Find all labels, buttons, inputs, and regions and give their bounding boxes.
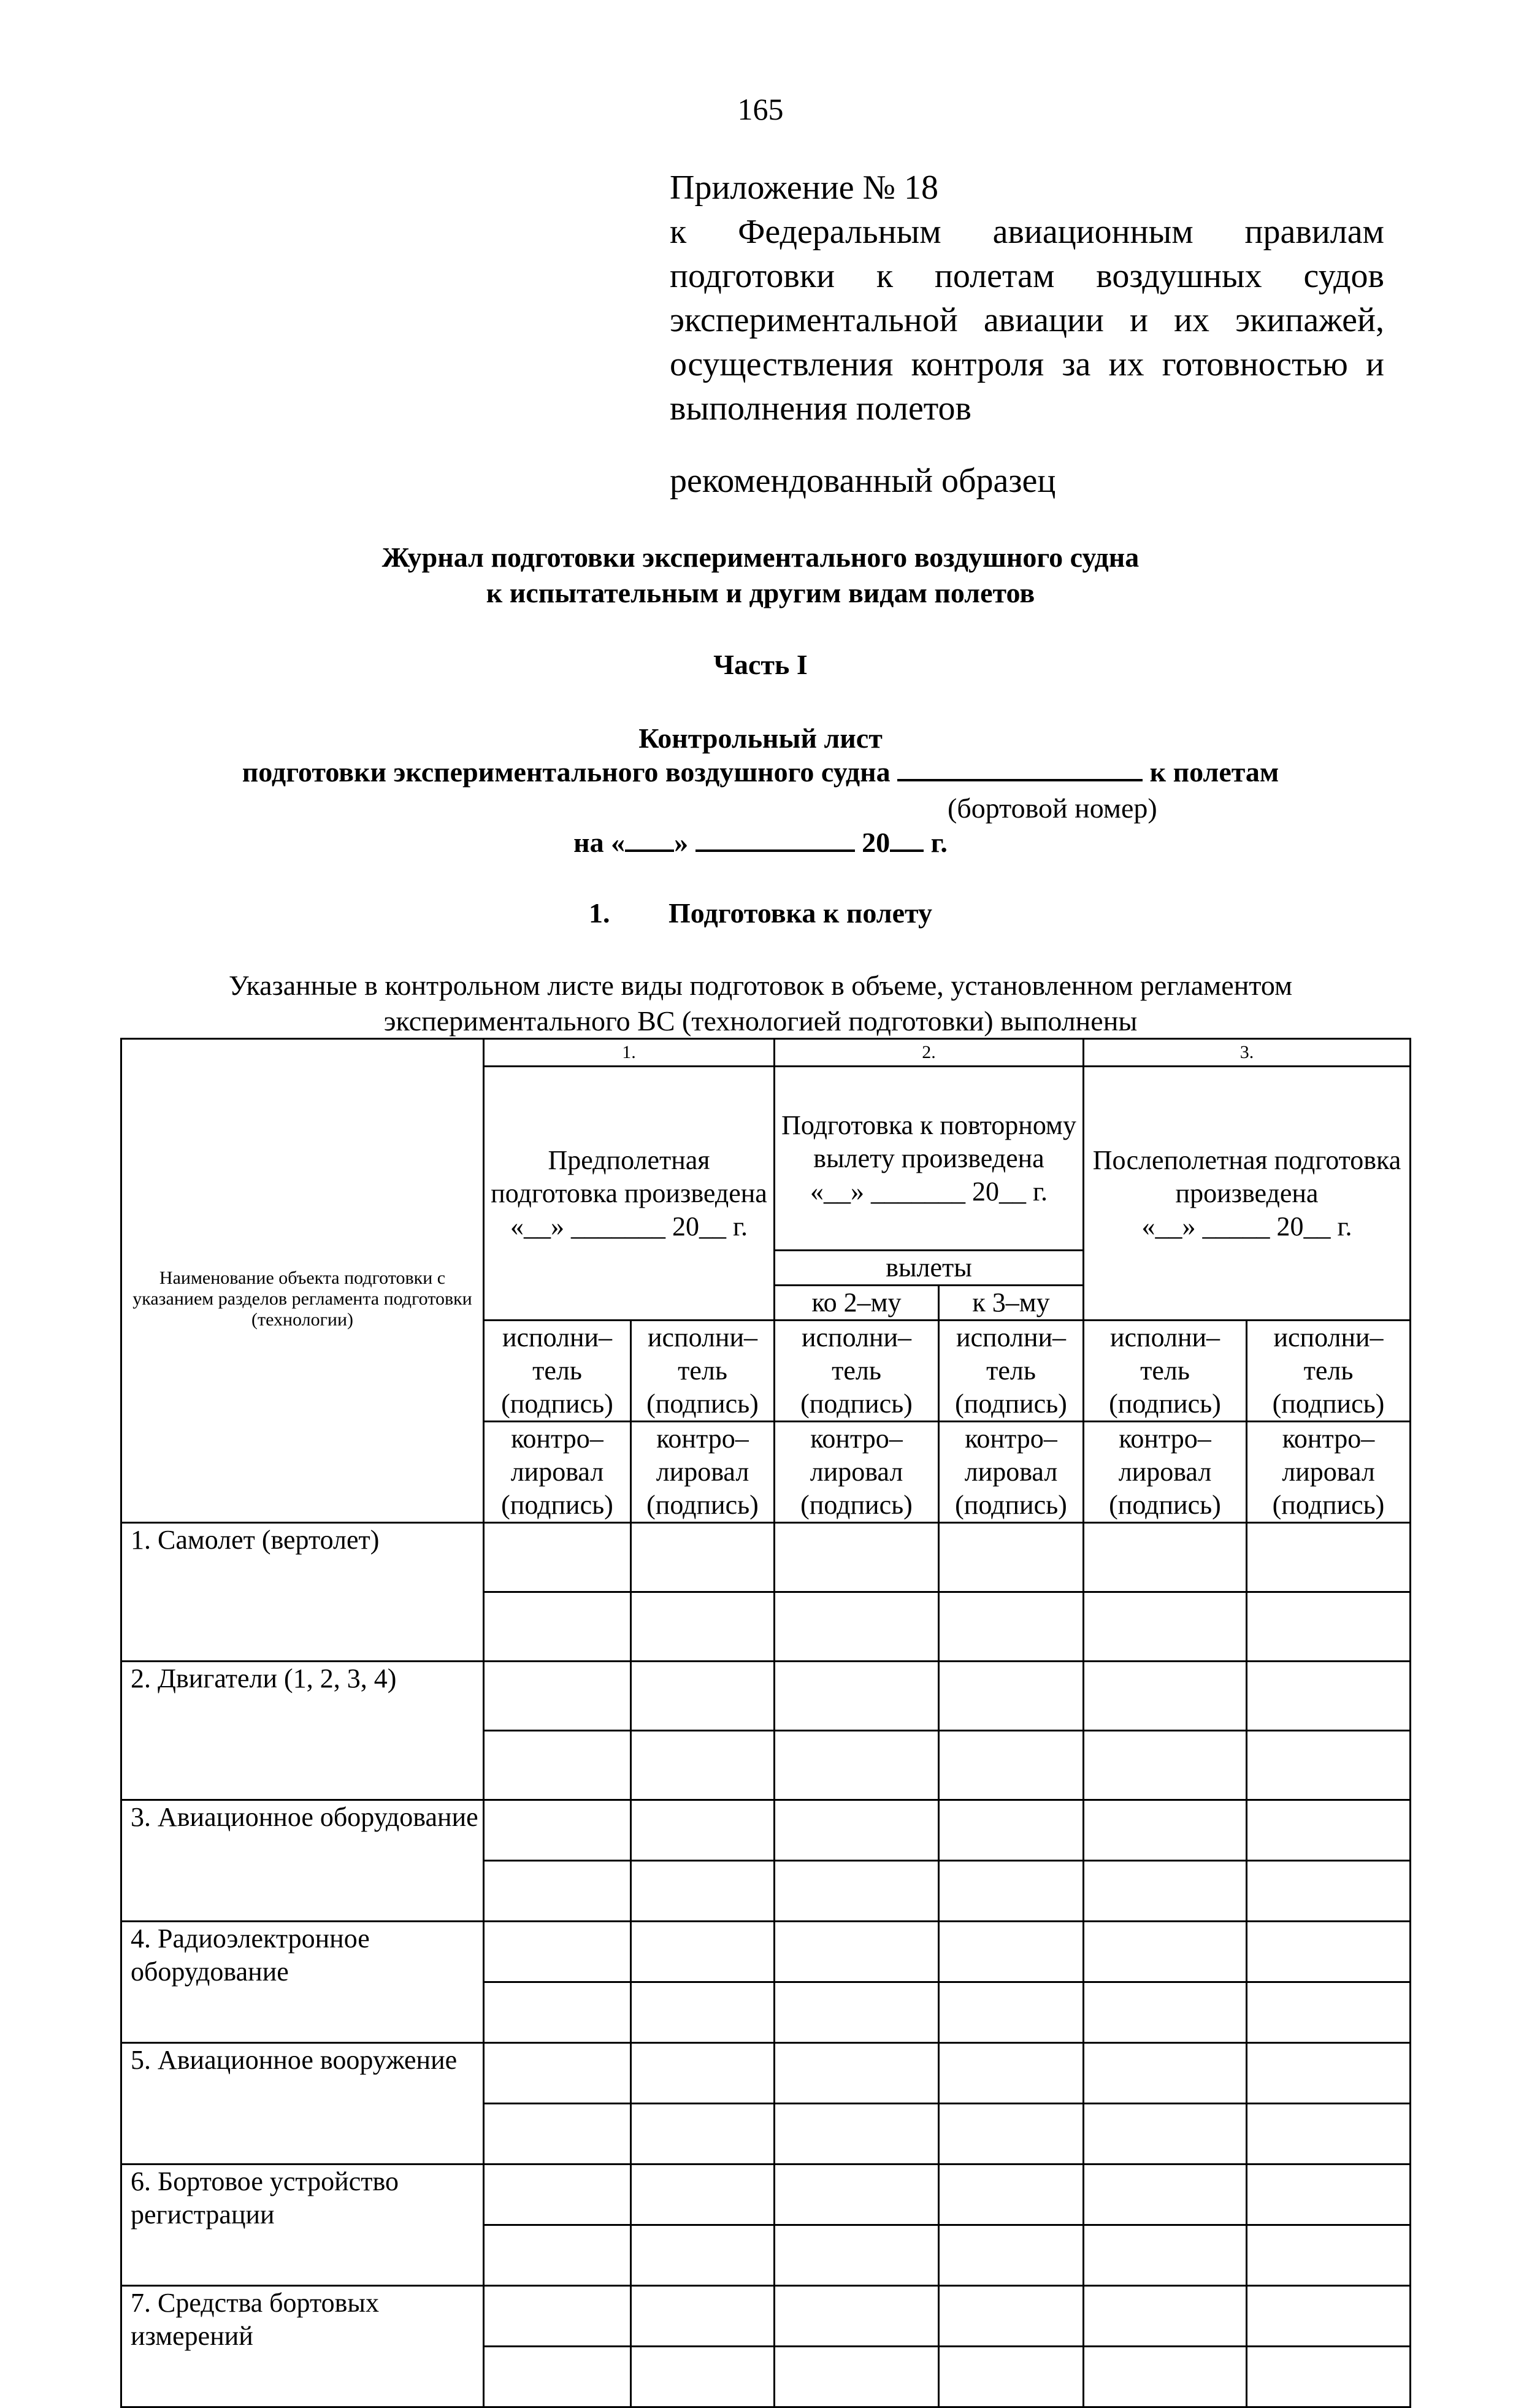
table-row bbox=[121, 1662, 1411, 1731]
controller-signature-cell[interactable] bbox=[631, 1731, 775, 1800]
controller-signature-cell[interactable] bbox=[939, 2347, 1084, 2407]
executor-signature-cell[interactable] bbox=[484, 1922, 631, 1982]
checklist-date bbox=[0, 825, 1521, 861]
controller-signature-cell[interactable] bbox=[775, 1861, 939, 1922]
executor-signature-cell[interactable] bbox=[1247, 1523, 1411, 1592]
controller-label: контро– лировал (подпись) bbox=[631, 1422, 775, 1523]
intro-line2: экспериментального ВС (технологией подготовки) выполнены bbox=[383, 1005, 1138, 1037]
journal-title-line2: к испытательным и другим видам полетов bbox=[486, 577, 1035, 608]
controller-signature-cell[interactable] bbox=[484, 2104, 631, 2165]
executor-signature-cell[interactable] bbox=[484, 1800, 631, 1861]
year-field[interactable] bbox=[890, 825, 924, 852]
date-year-prefix: 20 bbox=[862, 827, 891, 858]
preflight-title: Предполетная подготовка произведена bbox=[491, 1145, 767, 1208]
executor-signature-cell[interactable] bbox=[939, 2165, 1084, 2225]
column-number-row bbox=[121, 1039, 1411, 1067]
controller-signature-cell[interactable] bbox=[484, 1982, 631, 2043]
checklist-line-suffix: к полетам bbox=[1149, 756, 1279, 788]
executor-label: исполни– тель (подпись) bbox=[1084, 1321, 1247, 1422]
postflight-header bbox=[1084, 1067, 1411, 1321]
controller-signature-cell[interactable] bbox=[484, 2225, 631, 2286]
journal-title-line1: Журнал подготовки экспериментального воздушного судна bbox=[381, 542, 1140, 573]
controller-signature-cell[interactable] bbox=[775, 2347, 939, 2407]
executor-signature-cell[interactable] bbox=[1084, 2286, 1247, 2347]
journal-title bbox=[0, 540, 1521, 611]
controller-signature-cell[interactable] bbox=[1084, 2347, 1247, 2407]
object-name-cell: 5. Авиационное вооружение bbox=[121, 2043, 484, 2165]
appendix-body: к Федеральным авиационным правилам подготовки к полетам воздушных судов экспериментальной авиации и их экипажей, осуществления контроля за их готовностью и выполнения полетов bbox=[670, 213, 1384, 428]
table-row bbox=[121, 2043, 1411, 2104]
section-heading bbox=[0, 895, 1521, 931]
table-row bbox=[121, 2165, 1411, 2225]
controller-signature-cell[interactable] bbox=[939, 2225, 1084, 2286]
preparation-table bbox=[120, 1038, 1411, 2408]
executor-signature-cell[interactable] bbox=[939, 1662, 1084, 1731]
controller-signature-cell[interactable] bbox=[775, 1592, 939, 1662]
executor-signature-cell[interactable] bbox=[939, 2043, 1084, 2104]
repeat-flight-header bbox=[775, 1067, 1084, 1251]
executor-signature-cell[interactable] bbox=[775, 1662, 939, 1731]
controller-signature-cell[interactable] bbox=[1084, 1592, 1247, 1662]
controller-signature-cell[interactable] bbox=[939, 1982, 1084, 2043]
executor-signature-cell[interactable] bbox=[775, 1523, 939, 1592]
executor-signature-cell[interactable] bbox=[1247, 1662, 1411, 1731]
executor-signature-cell[interactable] bbox=[775, 2043, 939, 2104]
controller-signature-cell[interactable] bbox=[1247, 2225, 1411, 2286]
date-suffix: г. bbox=[930, 827, 948, 858]
controller-label: контро– лировал (подпись) bbox=[939, 1422, 1084, 1523]
controller-label: контро– лировал (подпись) bbox=[1084, 1422, 1247, 1523]
preflight-date: «__» _______ 20__ г. bbox=[510, 1211, 748, 1241]
executor-signature-cell[interactable] bbox=[1247, 1922, 1411, 1982]
controller-signature-cell[interactable] bbox=[775, 2104, 939, 2165]
executor-label: исполни– тель (подпись) bbox=[631, 1321, 775, 1422]
date-quote-close: » bbox=[674, 827, 689, 858]
controller-signature-cell[interactable] bbox=[1247, 2347, 1411, 2407]
appendix-title: Приложение № 18 bbox=[670, 169, 938, 207]
registration-number-caption: (бортовой номер) bbox=[948, 792, 1157, 824]
executor-signature-cell[interactable] bbox=[1247, 2165, 1411, 2225]
intro-line1: Указанные в контрольном листе виды подготовок в объеме, установленном регламентом bbox=[228, 970, 1293, 1001]
object-name-cell: 7. Средства бортовых измерений bbox=[121, 2286, 484, 2407]
month-field[interactable] bbox=[695, 825, 855, 852]
controller-signature-cell[interactable] bbox=[1084, 1861, 1247, 1922]
controller-signature-cell[interactable] bbox=[631, 2347, 775, 2407]
departure-2nd-header: ко 2–му bbox=[775, 1286, 939, 1321]
executor-label: исполни– тель (подпись) bbox=[484, 1321, 631, 1422]
controller-label: контро– лировал (подпись) bbox=[775, 1422, 939, 1523]
repeat-flight-title: Подготовка к повторному вылету произведена bbox=[781, 1110, 1076, 1173]
section-title: Подготовка к полету bbox=[669, 897, 932, 929]
executor-signature-cell[interactable] bbox=[484, 2286, 631, 2347]
object-name-cell: 1. Самолет (вертолет) bbox=[121, 1523, 484, 1662]
executor-signature-cell[interactable] bbox=[1084, 2043, 1247, 2104]
controller-signature-cell[interactable] bbox=[484, 2347, 631, 2407]
checklist-subtitle bbox=[0, 754, 1521, 790]
executor-signature-cell[interactable] bbox=[631, 1523, 775, 1592]
executor-signature-cell[interactable] bbox=[775, 1800, 939, 1861]
controller-signature-cell[interactable] bbox=[631, 2225, 775, 2286]
executor-signature-cell[interactable] bbox=[1084, 1922, 1247, 1982]
controller-signature-cell[interactable] bbox=[1247, 1592, 1411, 1662]
object-name-cell: 6. Бортовое устройство регистрации bbox=[121, 2165, 484, 2286]
object-name-cell: 2. Двигатели (1, 2, 3, 4) bbox=[121, 1662, 484, 1800]
controller-signature-cell[interactable] bbox=[775, 1982, 939, 2043]
executor-signature-cell[interactable] bbox=[631, 1800, 775, 1861]
controller-signature-cell[interactable] bbox=[1084, 1982, 1247, 2043]
column-number-3: 3. bbox=[1084, 1039, 1411, 1067]
executor-signature-cell[interactable] bbox=[631, 2286, 775, 2347]
controller-signature-cell[interactable] bbox=[484, 1592, 631, 1662]
table-row bbox=[121, 1922, 1411, 1982]
registration-number-field[interactable] bbox=[897, 754, 1143, 781]
executor-signature-cell[interactable] bbox=[484, 2165, 631, 2225]
executor-signature-cell[interactable] bbox=[939, 2286, 1084, 2347]
executor-signature-cell[interactable] bbox=[1084, 1523, 1247, 1592]
controller-signature-cell[interactable] bbox=[939, 1592, 1084, 1662]
controller-signature-cell[interactable] bbox=[775, 1731, 939, 1800]
controller-signature-cell[interactable] bbox=[631, 2104, 775, 2165]
executor-signature-cell[interactable] bbox=[484, 2043, 631, 2104]
section-number: 1. bbox=[589, 897, 610, 929]
executor-signature-cell[interactable] bbox=[939, 1523, 1084, 1592]
controller-signature-cell[interactable] bbox=[939, 1731, 1084, 1800]
table-row bbox=[121, 1523, 1411, 1592]
executor-signature-cell[interactable] bbox=[939, 1800, 1084, 1861]
table-body bbox=[121, 1523, 1411, 2407]
executor-signature-cell[interactable] bbox=[1084, 1800, 1247, 1861]
part-heading: Часть I bbox=[713, 649, 808, 680]
executor-signature-cell[interactable] bbox=[1247, 2286, 1411, 2347]
preflight-header bbox=[484, 1067, 775, 1321]
column-number-1: 1. bbox=[484, 1039, 775, 1067]
controller-signature-cell[interactable] bbox=[484, 1731, 631, 1800]
object-header: Наименование объекта подготовки с указанием разделов регламента подготовки (технологии) bbox=[121, 1039, 484, 1523]
controller-signature-cell[interactable] bbox=[1247, 1731, 1411, 1800]
executor-label: исполни– тель (подпись) bbox=[1247, 1321, 1411, 1422]
sample-label: рекомендованный образец bbox=[670, 462, 1056, 500]
controller-signature-cell[interactable] bbox=[631, 1982, 775, 2043]
intro-text bbox=[0, 968, 1521, 1039]
repeat-flight-date: «__» _______ 20__ г. bbox=[810, 1176, 1048, 1206]
object-name-cell: 3. Авиационное оборудование bbox=[121, 1800, 484, 1922]
executor-signature-cell[interactable] bbox=[775, 2165, 939, 2225]
executor-signature-cell[interactable] bbox=[631, 1662, 775, 1731]
controller-signature-cell[interactable] bbox=[1247, 2104, 1411, 2165]
executor-signature-cell[interactable] bbox=[484, 1662, 631, 1731]
executor-signature-cell[interactable] bbox=[631, 2043, 775, 2104]
controller-signature-cell[interactable] bbox=[1247, 1861, 1411, 1922]
executor-label: исполни– тель (подпись) bbox=[939, 1321, 1084, 1422]
departure-3rd-header: к 3–му bbox=[939, 1286, 1084, 1321]
controller-signature-cell[interactable] bbox=[775, 2225, 939, 2286]
controller-signature-cell[interactable] bbox=[631, 1861, 775, 1922]
executor-signature-cell[interactable] bbox=[775, 1922, 939, 1982]
postflight-date: «__» _____ 20__ г. bbox=[1141, 1211, 1352, 1241]
controller-signature-cell[interactable] bbox=[939, 1861, 1084, 1922]
controller-label: контро– лировал (подпись) bbox=[484, 1422, 631, 1523]
executor-signature-cell[interactable] bbox=[1084, 2165, 1247, 2225]
controller-signature-cell[interactable] bbox=[939, 2104, 1084, 2165]
controller-signature-cell[interactable] bbox=[484, 1861, 631, 1922]
controller-signature-cell[interactable] bbox=[1247, 1982, 1411, 2043]
checklist-title: Контрольный лист bbox=[638, 723, 883, 754]
appendix-header bbox=[670, 166, 1384, 431]
postflight-title: Послеполетная подготовка произведена bbox=[1092, 1145, 1401, 1208]
executor-signature-cell[interactable] bbox=[1247, 1800, 1411, 1861]
executor-signature-cell[interactable] bbox=[939, 1922, 1084, 1982]
controller-signature-cell[interactable] bbox=[1084, 1731, 1247, 1800]
departures-header: вылеты bbox=[775, 1251, 1084, 1286]
checklist-line-prefix: подготовки экспериментального воздушного судна bbox=[242, 756, 891, 788]
table-row bbox=[121, 1800, 1411, 1861]
controller-signature-cell[interactable] bbox=[1084, 2225, 1247, 2286]
controller-signature-cell[interactable] bbox=[1084, 2104, 1247, 2165]
table-row bbox=[121, 2286, 1411, 2347]
day-field[interactable] bbox=[625, 825, 674, 852]
executor-signature-cell[interactable] bbox=[1084, 1662, 1247, 1731]
object-name-cell: 4. Радиоэлектронное оборудование bbox=[121, 1922, 484, 2043]
date-prefix: на « bbox=[573, 827, 626, 858]
executor-signature-cell[interactable] bbox=[775, 2286, 939, 2347]
executor-signature-cell[interactable] bbox=[631, 2165, 775, 2225]
executor-signature-cell[interactable] bbox=[1247, 2043, 1411, 2104]
page-number: 165 bbox=[737, 92, 784, 126]
controller-label: контро– лировал (подпись) bbox=[1247, 1422, 1411, 1523]
executor-signature-cell[interactable] bbox=[631, 1922, 775, 1982]
executor-signature-cell[interactable] bbox=[484, 1523, 631, 1592]
executor-label: исполни– тель (подпись) bbox=[775, 1321, 939, 1422]
column-number-2: 2. bbox=[775, 1039, 1084, 1067]
controller-signature-cell[interactable] bbox=[631, 1592, 775, 1662]
